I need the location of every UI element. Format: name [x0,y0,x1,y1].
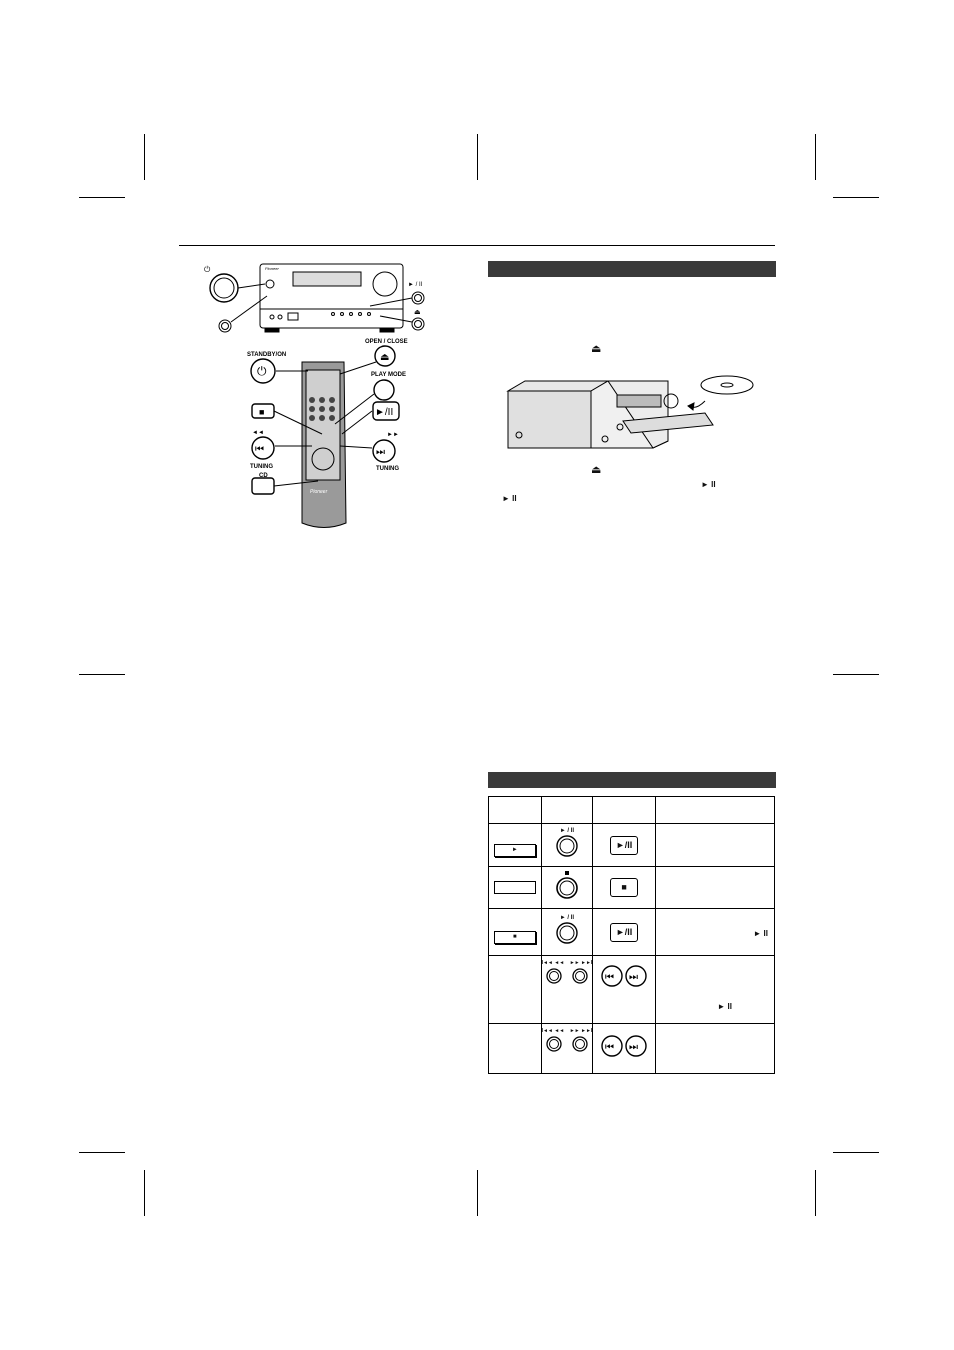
table-row [489,824,775,867]
disc-loading-illustration [505,373,760,453]
prev-next-icon [599,964,649,988]
skip-fwd-label: ►► ►►I [569,1028,593,1034]
stop-button-icon [555,870,579,900]
display-stop [494,881,536,894]
svg-text:⏮: ⏮ [605,972,615,983]
table-row [489,867,775,909]
prev-next-icon [599,1034,649,1058]
crop-mark [144,134,145,180]
crop-mark [833,1152,879,1153]
crop-mark [144,1170,145,1216]
unit-pp-label: ► / II [559,914,575,921]
prev-icon: ⏮ [255,444,264,455]
crop-mark [79,674,125,675]
crop-mark [477,134,478,180]
play-pause-button-icon [555,921,579,945]
table-row [489,1024,775,1074]
open-close-label: OPEN / CLOSE [365,339,408,345]
forward-label: ►► [387,432,399,438]
stop-icon: ■ [259,407,265,417]
play-pause-icon: ►/II [375,407,394,418]
operations-table [488,796,775,1074]
skip-back-label: I◄◄ ◄◄ [541,1028,565,1034]
crop-mark [815,1170,816,1216]
section-header-bar [488,772,776,788]
crop-mark [815,134,816,180]
table-row [489,909,775,956]
display-pause: ■ [494,931,536,944]
skip-back-label: I◄◄ ◄◄ [541,960,565,966]
crop-mark [833,674,879,675]
play-mode-label: PLAY MODE [371,372,407,378]
skip-fwd-label: ►► ►►I [569,960,593,966]
svg-text:⏭: ⏭ [629,1042,639,1053]
rewind-label: ◄◄ [252,430,264,436]
cd-label: CD [259,473,268,479]
svg-text:⏮: ⏮ [605,1042,615,1053]
power-label: ⏻ [204,265,211,274]
brand-mark: Pioneer [265,266,279,271]
play-pause-button-icon [555,834,579,858]
desc-symbol: ► II [753,929,768,938]
eject-label: ⏏ [414,309,421,316]
play-pause-icon: ►/II [610,923,638,942]
table-header-row [489,797,775,824]
display-play: ► [494,844,536,857]
crop-mark [79,197,125,198]
tuning-left-label: TUNING [250,464,273,470]
standby-label: STANDBY/ON [247,352,287,358]
play-pause-icon: ►/II [610,836,638,855]
remote-brand: Pioneer [310,489,328,495]
header-rule [179,245,775,246]
table-row [489,956,775,1024]
next-icon: ⏭ [376,447,385,458]
unit-pp-label: ► / II [559,827,575,834]
crop-mark [833,197,879,198]
tuning-right-label: TUNING [376,466,399,472]
crop-mark [477,1170,478,1216]
main-unit-illustration [195,262,435,342]
play-symbol-1: ► II [701,480,716,489]
power-icon: ⏻ [257,364,267,378]
svg-text:⏭: ⏭ [629,972,639,983]
play-symbol-2: ► II [502,494,517,503]
eject-symbol-1: ⏏ [591,343,602,355]
skip-buttons-icon [543,1034,591,1054]
desc-symbol: ► II [717,1001,732,1011]
section-header-bar [488,261,776,277]
stop-icon: ■ [610,878,638,897]
play-pause-label: ► / II [408,282,423,288]
eject-icon: ⏏ [380,352,390,363]
skip-buttons-icon [543,966,591,986]
remote-illustration [240,338,410,533]
crop-mark [79,1152,125,1153]
eject-symbol-2: ⏏ [591,464,602,476]
